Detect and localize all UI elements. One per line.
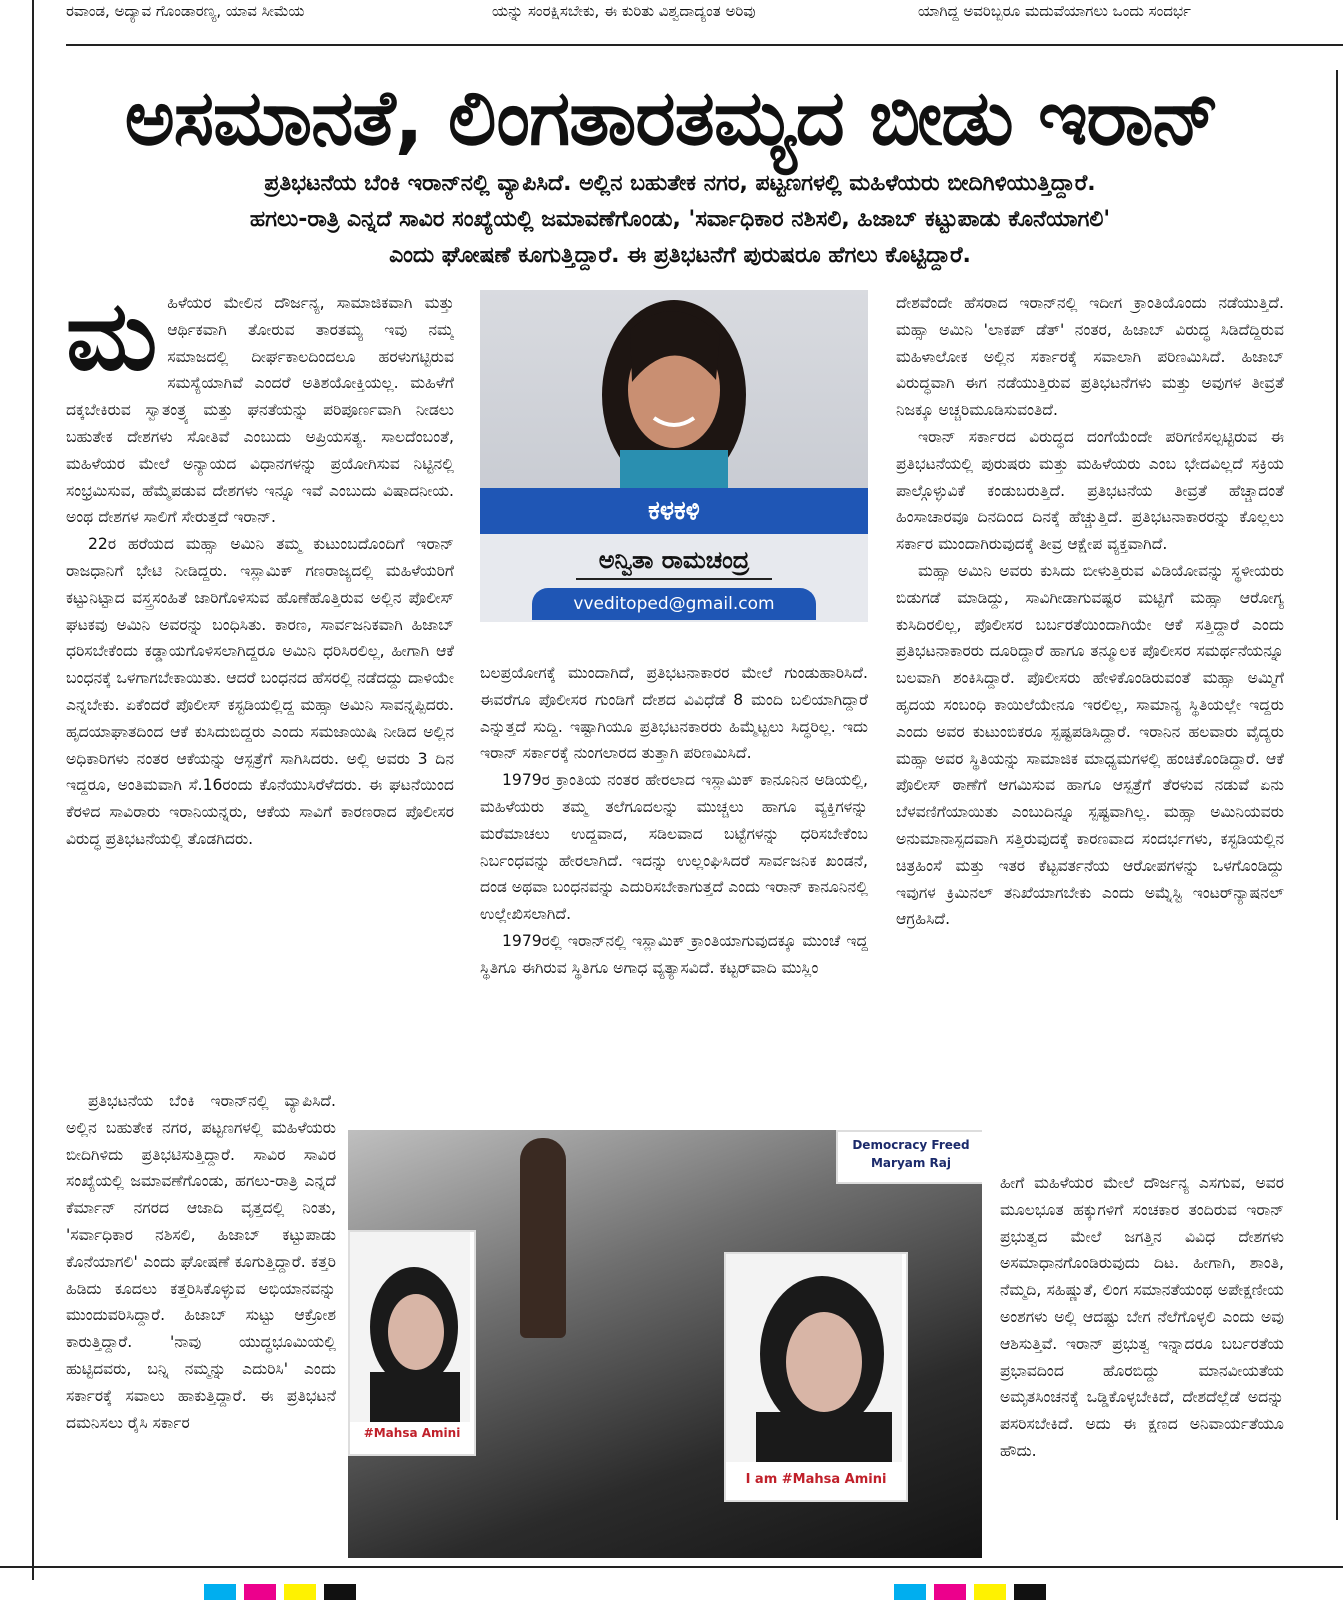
print-mark-magenta [934, 1584, 966, 1600]
left-sign-caption: #Mahsa Amini [363, 1426, 461, 1440]
author-underline [576, 578, 772, 580]
top-strip-text-3: ಯಾಗಿದ್ದ ಅವರಿಬ್ಬರೂ ಮದುವೆಯಾಗಲು ಒಂದು ಸಂದರ್ಭ [918, 2, 1191, 20]
mahsa-portrait-icon [726, 1254, 902, 1462]
body-column-3 [896, 290, 1284, 1158]
right-portrait-sign [724, 1252, 908, 1502]
body-paragraph: ಪ್ರತಿಭಟನೆಯ ಬೆಂಕಿ ಇರಾನ್‌ನಲ್ಲಿ ವ್ಯಾಪಿಸಿದೆ. ಅಲ್ಲಿನ ಬಹುತೇಕ ನಗರ, ಪಟ್ಟಣಗಳಲ್ಲಿ ಮಹಿಳೆಯರು ಬೀದಿಗಿಳಿದು ಪ್ರತಿಭಟಿಸುತ್ತಿದ್ದಾರೆ. ಸಾವಿರ ಸಾವಿರ ಸಂಖ್ಯೆಯಲ್ಲಿ ಜಮಾವಣೆಗೊಂಡು, ಹಗಲು-ರಾತ್ರಿ ಎನ್ನದೆ ಕೆರ್ಮಾನ್ ನಗರದ ಆಜಾದಿ ವೃತ್ತದಲ್ಲಿ ನಿಂತು, 'ಸರ್ವಾಧಿಕಾರ ನಶಿಸಲಿ, ಹಿಜಾಬ್ ಕಟ್ಟುಪಾಡು ಕೊನೆಯಾಗಲಿ' ಎಂದು ಘೋಷಣೆ ಕೂಗುತ್ತಿದ್ದಾರೆ. ಕತ್ತರಿ ಹಿಡಿದು ಕೂದಲು ಕತ್ತರಿಸಿಕೊಳ್ಳುವ ಅಭಿಯಾನವನ್ನು ಮುಂದುವರಿಸಿದ್ದಾರೆ. ಹಿಜಾಬ್ ಸುಟ್ಟು ಆಕ್ರೋಶ ಕಾರುತ್ತಿದ್ದಾರೆ. 'ನಾವು ಯುದ್ಧಭೂಮಿಯಲ್ಲಿ ಹುಟ್ಟಿದವರು, ಬನ್ನಿ ನಮ್ಮನ್ನು ಎದುರಿಸಿ' ಎಂದು ಸರ್ಕಾರಕ್ಕೆ ಸವಾಲು ಹಾಕುತ್ತಿದ್ದಾರೆ. ಈ ಪ್ರತಿಭಟನೆ ದಮನಿಸಲು ರೈಸಿ ಸರ್ಕಾರ [66, 1092, 336, 1432]
raised-fist-arm [520, 1138, 566, 1338]
right-sign-caption: I am #Mahsa Amini [745, 1472, 887, 1487]
banner-line-2: Maryam Raj [870, 1156, 951, 1170]
print-mark-black [324, 1584, 356, 1600]
print-mark-cyan [894, 1584, 926, 1600]
deck-line-2: ಹಗಲು-ರಾತ್ರಿ ಎನ್ನದೆ ಸಾವಿರ ಸಂಖ್ಯೆಯಲ್ಲಿ ಜಮಾವಣೆಗೊಂಡು, 'ಸರ್ವಾಧಿಕಾರ ನಶಿಸಲಿ, ಹಿಜಾಬ್ ಕಟ್ಟುಪಾಡು ಕೊನೆಯಾಗಲಿ' [249, 207, 1111, 232]
author-photo [480, 290, 868, 488]
author-column-panel [480, 290, 868, 622]
author-portrait-icon [480, 290, 868, 488]
column-name-band: ಕಳಕಳಿ [480, 488, 868, 534]
top-strip-text-1: ರವಾಂಡ, ಅದ್ಯಾವ ಗೊಂಡಾರಣ್ಯ, ಯಾವ ಸೀಮೆಯ [66, 2, 305, 20]
body-paragraph: 1979ರಲ್ಲಿ ಇರಾನ್‌ನಲ್ಲಿ ಇಸ್ಲಾಮಿಕ್ ಕ್ರಾಂತಿಯಾಗುವುದಕ್ಕೂ ಮುಂಚೆ ಇದ್ದ ಸ್ಥಿತಿಗೂ ಈಗಿರುವ ಸ್ಥಿತಿಗೂ ಅಗಾಧ ವ್ಯತ್ಯಾಸವಿದೆ. ಕಟ್ಟರ್‌ವಾದಿ ಮುಸ್ಲಿಂ [480, 931, 868, 977]
right-margin-rule [1336, 70, 1338, 1520]
print-mark-yellow [284, 1584, 316, 1600]
body-paragraph: 22ರ ಹರೆಯದ ಮಹ್ಸಾ ಅಮಿನಿ ತಮ್ಮ ಕುಟುಂಬದೊಂದಿಗೆ ಇರಾನ್ ರಾಜಧಾನಿಗೆ ಭೇಟಿ ನೀಡಿದ್ದರು. ಇಸ್ಲಾಮಿಕ್ ಗಣರಾಜ್ಯದಲ್ಲಿ ಮಹಿಳೆಯರಿಗೆ ಕಟ್ಟುನಿಟ್ಟಾದ ವಸ್ತ್ರಸಂಹಿತೆ ಜಾರಿಗೊಳಿಸುವ ಹೊಣೆಹೊತ್ತಿರುವ ಅಲ್ಲಿನ ಪೊಲೀಸ್ ಘಟಕವು ಅಮಿನಿ ಅವರನ್ನು ಬಂಧಿಸಿತು. ಕಾರಣ, ಸಾರ್ವಜನಿಕವಾಗಿ ಹಿಜಾಬ್ ಧರಿಸಬೇಕೆಂದು ಕಡ್ಡಾಯಗೊಳಿಸಲಾಗಿದ್ದರೂ ಅಮಿನಿ ಧರಿಸಿರಲಿಲ್ಲ, ಹೀಗಾಗಿ ಆಕೆ ಬಂಧನಕ್ಕೆ ಒಳಗಾಗಬೇಕಾಯಿತು. ಆದರೆ ಬಂಧನದ ಹೆಸರಲ್ಲಿ ನಡೆದದ್ದು ದಾಳಿಯೇ ಎನ್ನಬೇಕು. ಏಕೆಂದರೆ ಪೊಲೀಸ್ ಕಸ್ಟಡಿಯಲ್ಲಿದ್ದ ಮಹ್ಸಾ ಅಮಿನಿ ಸಾವನ್ನಪ್ಪಿದರು. ಹೃದಯಾಘಾತದಿಂದ ಆಕೆ ಕುಸಿದುಬಿದ್ದರು ಎಂದು ಸಮಜಾಯಿಷಿ ನೀಡಿದ ಅಲ್ಲಿನ ಅಧಿಕಾರಿಗಳು ನಂತರ ಆಕೆಯನ್ನು ಆಸ್ಪತ್ರೆಗೆ ಸಾಗಿಸಿದರು. ಅಲ್ಲಿ ಅವರು 3 ದಿನ ಇದ್ದರೂ, ಅಂತಿಮವಾಗಿ ಸೆ.16ರಂದು ಕೊನೆಯುಸಿರೆಳೆದರು. ಈ ಘಟನೆಯಿಂದ ಕೆರಳಿದ ಸಾವಿರಾರು ಇರಾನಿಯನ್ನರು, ಆಕೆಯ ಸಾವಿಗೆ ಕಾರಣರಾದ ಪೊಲೀಸರ ವಿರುದ್ಧ ಪ್ರತಿಭಟನೆಯಲ್ಲಿ ತೊಡಗಿದರು. [66, 535, 454, 848]
headline: ಅಸಮಾನತೆ, ಲಿಂಗತಾರತಮ್ಯದ ಬೀಡು ಇರಾನ್ [124, 73, 1219, 162]
body-paragraph: ಬಲಪ್ರಯೋಗಕ್ಕೆ ಮುಂದಾಗಿದೆ, ಪ್ರತಿಭಟನಾಕಾರರ ಮೇಲೆ ಗುಂಡುಹಾರಿಸಿದೆ. ಈವರೆಗೂ ಪೊಲೀಸರ ಗುಂಡಿಗೆ ದೇಶದ ವಿವಿಧೆಡೆ 8 ಮಂದಿ ಬಲಿಯಾಗಿದ್ದಾರೆ ಎನ್ನುತ್ತದೆ ಸುದ್ದಿ. ಇಷ್ಟಾಗಿಯೂ ಪ್ರತಿಭಟನಕಾರರು ಹಿಮ್ಮೆಟ್ಟಲು ಸಿದ್ಧರಿಲ್ಲ. ಇದು ಇರಾನ್ ಸರ್ಕಾರಕ್ಕೆ ನುಂಗಲಾರದ ತುತ್ತಾಗಿ ಪರಿಣಮಿಸಿದೆ. [480, 664, 868, 763]
bottom-divider [0, 1566, 1343, 1568]
body-paragraph: 1979ರ ಕ್ರಾಂತಿಯ ನಂತರ ಹೇರಲಾದ ಇಸ್ಲಾಮಿಕ್ ಕಾನೂನಿನ ಅಡಿಯಲ್ಲಿ, ಮಹಿಳೆಯರು ತಮ್ಮ ತಲೆಗೂದಲನ್ನು ಮುಚ್ಚಲು ಹಾಗೂ ವ್ಯಕ್ತಿಗಳನ್ನು ಮರೆಮಾಚಲು ಉದ್ದವಾದ, ಸಡಿಲವಾದ ಬಟ್ಟೆಗಳನ್ನು ಧರಿಸಬೇಕೆಂಬ ನಿರ್ಬಂಧವನ್ನು ಹೇರಲಾಗಿದೆ. ಇದನ್ನು ಉಲ್ಲಂಘಿಸಿದರೆ ಸಾರ್ವಜನಿಕ ಖಂಡನೆ, ದಂಡ ಅಥವಾ ಬಂಧನವನ್ನು ಎದುರಿಸಬೇಕಾಗುತ್ತದೆ ಎಂದು ಇರಾನ್ ಕಾನೂನಿನಲ್ಲಿ ಉಲ್ಲೇಖಿಸಲಾಗಿದೆ. [480, 771, 868, 924]
body-column-1-lower [66, 1088, 336, 1558]
protest-photo [348, 1130, 982, 1558]
author-email: vveditoped@gmail.com [532, 588, 816, 620]
drop-cap: ಮ [66, 290, 158, 392]
body-column-1 [66, 290, 454, 1088]
left-margin-rule [32, 0, 34, 1580]
body-paragraph: ಹಿಳೆಯರ ಮೇಲಿನ ದೌರ್ಜನ್ಯ, ಸಾಮಾಜಿಕವಾಗಿ ಮತ್ತು ಆರ್ಥಿಕವಾಗಿ ತೋರುವ ತಾರತಮ್ಯ ಇವು ನಮ್ಮ ಸಮಾಜದಲ್ಲಿ ದೀರ್ಘಕಾಲದಿಂದಲೂ ಹರಳುಗಟ್ಟಿರುವ ಸಮಸ್ಯೆಯಾಗಿವೆ ಎಂದರೆ ಅತಿಶಯೋಕ್ತಿಯಲ್ಲ. ಮಹಿಳೆಗೆ ದಕ್ಕಬೇಕಿರುವ ಸ್ವಾತಂತ್ರ್ಯ ಮತ್ತು ಘನತೆಯನ್ನು ಪರಿಪೂರ್ಣವಾಗಿ ನೀಡಲು ಬಹುತೇಕ ದೇಶಗಳು ಸೋತಿವೆ ಎಂಬುದು ಅಪ್ರಿಯಸತ್ಯ. ಸಾಲದೆಂಬಂತೆ, ಮಹಿಳೆಯರ ಮೇಲೆ ಅನ್ಯಾಯದ ವಿಧಾನಗಳನ್ನು ಪ್ರಯೋಗಿಸುವ ನಿಟ್ಟಿನಲ್ಲಿ ಸಂಭ್ರಮಿಸುವ, ಹೆಮ್ಮೆಪಡುವ ದೇಶಗಳು ಇನ್ನೂ ಇವೆ ಎಂಬುದು ವಿಷಾದನೀಯ. ಅಂಥ ದೇಶಗಳ ಸಾಲಿಗೆ ಸೇರುತ್ತದೆ ಇರಾನ್. [66, 294, 454, 527]
author-name: ಅನ್ವಿತಾ ರಾಮಚಂದ್ರ [598, 546, 750, 574]
body-paragraph: ಇರಾನ್ ಸರ್ಕಾರದ ವಿರುದ್ಧದ ದಂಗೆಯೆಂದೇ ಪರಿಗಣಿಸಲ್ಪಟ್ಟಿರುವ ಈ ಪ್ರತಿಭಟನೆಯಲ್ಲಿ ಪುರುಷರು ಮತ್ತು ಮಹಿಳೆಯರು ಎಂಬ ಭೇದವಿಲ್ಲದೆ ಸಕ್ರಿಯ ಪಾಲ್ಗೊಳ್ಳುವಿಕೆ ಕಂಡುಬರುತ್ತಿದೆ. ಪ್ರತಿಭಟನೆಯ ತೀವ್ರತೆ ಹೆಚ್ಚಾದಂತೆ ಹಿಂಸಾಚಾರವೂ ದಿನದಿಂದ ದಿನಕ್ಕೆ ಹೆಚ್ಚುತ್ತಿದೆ. ಪ್ರತಿಭಟನಾಕಾರರನ್ನು ಕೊಲ್ಲಲು ಸರ್ಕಾರ ಮುಂದಾಗಿರುವುದಕ್ಕೆ ತೀವ್ರ ಆಕ್ಷೇಪ ವ್ಯಕ್ತವಾಗಿದೆ. [896, 427, 1284, 554]
banner-line-1: Democracy Freed [852, 1138, 970, 1152]
body-column-2 [480, 660, 868, 1110]
body-paragraph: ಮಹ್ಸಾ ಅಮಿನಿ ಅವರು ಕುಸಿದು ಬೀಳುತ್ತಿರುವ ವಿಡಿಯೋವನ್ನು ಸ್ಥಳೀಯರು ಬಿಡುಗಡೆ ಮಾಡಿದ್ದು, ಸಾವಿಗೀಡಾಗುವಷ್ಟರ ಮಟ್ಟಿಗೆ ಮಹ್ಸಾ ಆರೋಗ್ಯ ಕುಸಿದಿರಲಿಲ್ಲ, ಪೊಲೀಸರ ಬರ್ಬರತೆಯಿಂದಾಗಿಯೇ ಆಕೆ ಸತ್ತಿದ್ದಾರೆ ಎಂದು ಪ್ರತಿಭಟನಾಕಾರರು ದೂರಿದ್ದಾರೆ ಹಾಗೂ ತನ್ಮೂಲಕ ಪೊಲೀಸರ ಸಮರ್ಥನೆಯನ್ನೂ ಬಲವಾಗಿ ಶಂಕಿಸಿದ್ದಾರೆ. ಪೊಲೀಸರು ಹೇಳಿಕೊಂಡಿರುವಂತೆ ಮಹ್ಸಾ ಅಮ್ಮಿಗೆ ಹೃದಯ ಸಂಬಂಧಿ ಕಾಯಿಲೆಯೇನೂ ಇರಲಿಲ್ಲ, ಸಾಮಾನ್ಯ ಸ್ಥಿತಿಯಲ್ಲೇ ಇದ್ದರು ಎಂದು ಅವರ ಕುಟುಂಬಿಕರೂ ಸ್ಪಷ್ಟಪಡಿಸಿದ್ದಾರೆ. ಇರಾನಿನ ಹಲವಾರು ವೈದ್ಯರು ಮಹ್ಸಾ ಅವರ ಸ್ಥಿತಿಯನ್ನು ಸಾಮಾಜಿಕ ಮಾಧ್ಯಮಗಳಲ್ಲಿ ಹಂಚಿಕೊಂಡಿದ್ದಾರೆ. ಆಕೆ ಪೊಲೀಸ್ ಠಾಣೆಗೆ ಆಗಮಿಸುವ ಹಾಗೂ ಆಸ್ಪತ್ರೆಗೆ ತೆರಳುವ ನಡುವೆ ಏನು ಬೆಳವಣಿಗೆಯಾಯಿತು ಎಂಬುದಿನ್ನೂ ಸ್ಪಷ್ಟವಾಗಿಲ್ಲ. ಮಹ್ಸಾ ಅಮಿನಿಯವರು ಅನುಮಾನಾಸ್ಪದವಾಗಿ ಸತ್ತಿರುವುದಕ್ಕೆ ಕಾರಣವಾದ ಸಂದರ್ಭಗಳು, ಕಸ್ಟಡಿಯಲ್ಲಿನ ಚಿತ್ರಹಿಂಸೆ ಮತ್ತು ಇತರ ಕೆಟ್ಟವರ್ತನೆಯ ಆರೋಪಗಳನ್ನು ಒಳಗೊಂಡಿದ್ದು ಇವುಗಳ ಕ್ರಿಮಿನಲ್ ತನಿಖೆಯಾಗಬೇಕು ಎಂದು ಅಮ್ನೆಸ್ಟಿ ಇಂಟರ್‌ನ್ಯಾಷನಲ್ ಆಗ್ರಹಿಸಿದೆ. [896, 561, 1284, 929]
top-divider [66, 44, 1343, 46]
deck-line-1: ಪ್ರತಿಭಟನೆಯ ಬೆಂಕಿ ಇರಾನ್‌ನಲ್ಲಿ ವ್ಯಾಪಿಸಿದೆ. ಅಲ್ಲಿನ ಬಹುತೇಕ ನಗರ, ಪಟ್ಟಣಗಳಲ್ಲಿ ಮಹಿಳೆಯರು ಬೀದಿಗಿಳಿಯುತ್ತಿದ್ದಾರೆ. [264, 171, 1096, 196]
body-paragraph: ದೇಶವೆಂದೇ ಹೆಸರಾದ ಇರಾನ್‌ನಲ್ಲಿ ಇದೀಗ ಕ್ರಾಂತಿಯೊಂದು ನಡೆಯುತ್ತಿದೆ. ಮಹ್ಸಾ ಅಮಿನಿ 'ಲಾಕಪ್ ಡೆತ್' ನಂತರ, ಹಿಜಾಬ್ ವಿರುದ್ಧ ಸಿಡಿದೆದ್ದಿರುವ ಮಹಿಳಾಲೋಕ ಅಲ್ಲಿನ ಸರ್ಕಾರಕ್ಕೆ ಸವಾಲಾಗಿ ಪರಿಣಮಿಸಿದೆ. ಹಿಜಾಬ್ ವಿರುದ್ಧವಾಗಿ ಈಗ ನಡೆಯುತ್ತಿರುವ ಪ್ರತಿಭಟನೆಗಳು ಮತ್ತು ಅವುಗಳ ತೀವ್ರತೆ ನಿಜಕ್ಕೂ ಅಚ್ಚರಿಮೂಡಿಸುವಂತಿದೆ. [896, 294, 1284, 420]
deck-line-3: ಎಂದು ಘೋಷಣೆ ಕೂಗುತ್ತಿದ್ದಾರೆ. ಈ ಪ್ರತಿಭಟನೆಗೆ ಪುರುಷರೂ ಹೆಗಲು ಕೊಟ್ಟಿದ್ದಾರೆ. [389, 243, 971, 268]
print-mark-yellow [974, 1584, 1006, 1600]
print-mark-black [1014, 1584, 1046, 1600]
left-portrait-sign [348, 1230, 476, 1456]
body-paragraph: ಹೀಗೆ ಮಹಿಳೆಯರ ಮೇಲೆ ದೌರ್ಜನ್ಯ ಎಸಗುವ, ಅವರ ಮೂಲಭೂತ ಹಕ್ಕುಗಳಿಗೆ ಸಂಚಕಾರ ತಂದಿರುವ ಇರಾನ್ ಪ್ರಭುತ್ವದ ಮೇಲೆ ಜಗತ್ತಿನ ವಿವಿಧ ದೇಶಗಳು ಅಸಮಾಧಾನಗೊಂಡಿರುವುದು ದಿಟ. ಹೀಗಾಗಿ, ಶಾಂತಿ, ನೆಮ್ಮದಿ, ಸಹಿಷ್ಣುತೆ, ಲಿಂಗ ಸಮಾನತೆಯಂಥ ಅಪೇಕ್ಷಣೀಯ ಅಂಶಗಳು ಅಲ್ಲಿ ಆದಷ್ಟು ಬೇಗ ನೆಲೆಗೊಳ್ಳಲಿ ಎಂದು ಅವು ಆಶಿಸುತ್ತಿವೆ. ಇರಾನ್ ಪ್ರಭುತ್ವ ಇನ್ನಾದರೂ ಬರ್ಬರತೆಯ ಪ್ರಭಾವದಿಂದ ಹೊರಬಿದ್ದು ಮಾನವೀಯತೆಯ ಅಮೃತಸಿಂಚನಕ್ಕೆ ಒಡ್ಡಿಕೊಳ್ಳಬೇಕಿದೆ, ದೇಶದೆಲ್ಲೆಡೆ ಅದನ್ನು ಪಸರಿಸಬೇಕಿದೆ. ಅದು ಈ ಕ್ಷಣದ ಅನಿವಾರ್ಯತೆಯೂ ಹೌದು. [1000, 1174, 1284, 1460]
top-strip-text-2: ಯನ್ನು ಸಂರಕ್ಷಿಸಬೇಕು, ಈ ಕುರಿತು ವಿಶ್ವದಾದ್ಯಂತ ಅರಿವು [492, 2, 756, 20]
mahsa-portrait-icon [350, 1232, 470, 1422]
print-mark-cyan [204, 1584, 236, 1600]
body-column-3-lower [1000, 1170, 1284, 1560]
print-mark-magenta [244, 1584, 276, 1600]
